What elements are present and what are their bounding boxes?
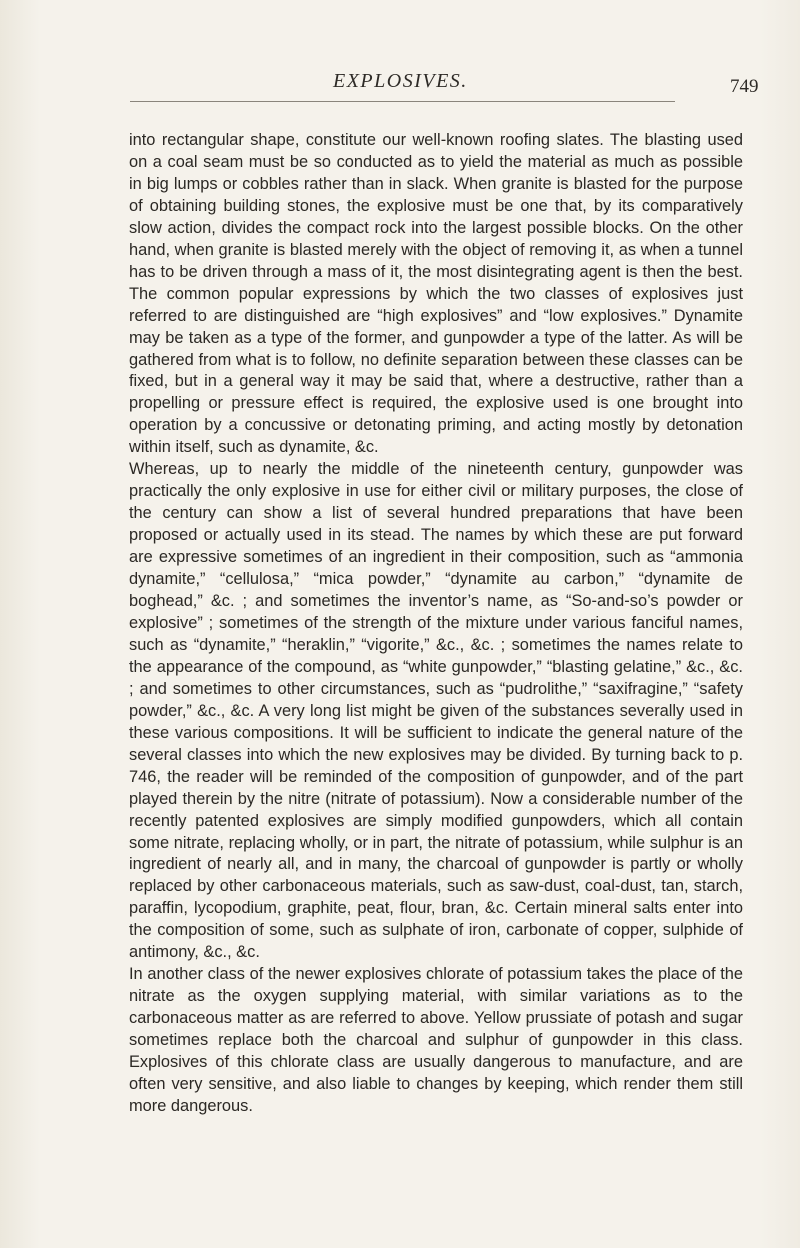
body-text bbox=[129, 130, 743, 1118]
paragraph-3: In another class of the newer explosives chlorate of potassium takes the place of the nitrate as the oxygen supplying material, with similar variations as to the carbonaceous matter as are referred to above. Yellow prussiate of potash and sugar sometimes replace both the charcoal and sulphur of gunpowder in this class. Explosives of this chlorate class are usually dangerous to manufacture, and are often very sensitive, and also liable to changes by keeping, which render them still more dangerous. bbox=[129, 965, 743, 1115]
paragraph-2: Whereas, up to nearly the middle of the nineteenth century, gunpowder was practically the only explosive in use for either civil or military purposes, the close of the century can show a list of several hundred preparations that have been proposed or actually used in its stead. The names by which these are put forward are expressive sometimes of an ingredient in their composition, such as “ammonia dynamite,” “cellulosa,” “mica powder,” “dynamite au carbon,” “dynamite de boghead,” &c. ; and sometimes the inventor’s name, as “So-and-so’s powder or explosive” ; sometimes of the strength of the mixture under various fanciful names, such as “dynamite,” “heraklin,” “vigorite,” &c., &c. ; sometimes the names relate to the appearance of the compound, as “white gunpowder,” “blasting gelatine,” &c., &c. ; and sometimes to other circumstances, such as “pudrolithe,” “saxifragine,” “safety powder,” &c., &c. A very long list might be given of the substances severally used in these various compositions. It will be sufficient to indicate the general nature of the several classes into which the new explosives may be divided. By turning back to p. 746, the reader will be reminded of the composition of gunpowder, and of the part played therein by the nitre (nitrate of potassium). Now a considerable number of the recently patented explosives are simply modified gunpowders, which all contain some nitrate, replacing wholly, or in part, the nitrate of potassium, while sulphur is an ingredient of nearly all, and in many, the charcoal of gunpowder is partly or wholly replaced by other carbonaceous materials, such as saw-dust, coal-dust, tan, starch, paraffin, lycopodium, graphite, peat, flour, bran, &c. Certain mineral salts enter into the composition of some, such as sulphate of iron, carbonate of copper, sulphide of antimony, &c., &c. bbox=[129, 460, 743, 962]
paragraph-1: into rectangular shape, constitute our well-known roofing slates. The blasting used on a coal seam must be so conducted as to yield the material as much as possible in big lumps or cobbles rather than in slack. When granite is blasted for the purpose of obtaining building stones, the explosive must be one that, by its comparatively slow action, divides the compact rock into the largest possible blocks. On the other hand, when granite is blasted merely with the object of removing it, as when a tunnel has to be driven through a mass of it, the most disintegrating agent is then the best. The common popular expressions by which the two classes of explosives just referred to are distinguished are “high explosives” and “low explosives.” Dynamite may be taken as a type of the former, and gunpowder a type of the latter. As will be gathered from what is to follow, no definite separation between these classes can be fixed, but in a general way it may be said that, where a destructive, rather than a propelling or pressure effect is required, the explosive used is one brought into operation by a concussive or detonating priming, and acting mostly by detonation within itself, such as dynamite, &c. bbox=[129, 131, 743, 457]
running-title: EXPLOSIVES. bbox=[333, 70, 468, 92]
header-rule bbox=[130, 101, 675, 102]
page-number: 749 bbox=[730, 76, 759, 97]
